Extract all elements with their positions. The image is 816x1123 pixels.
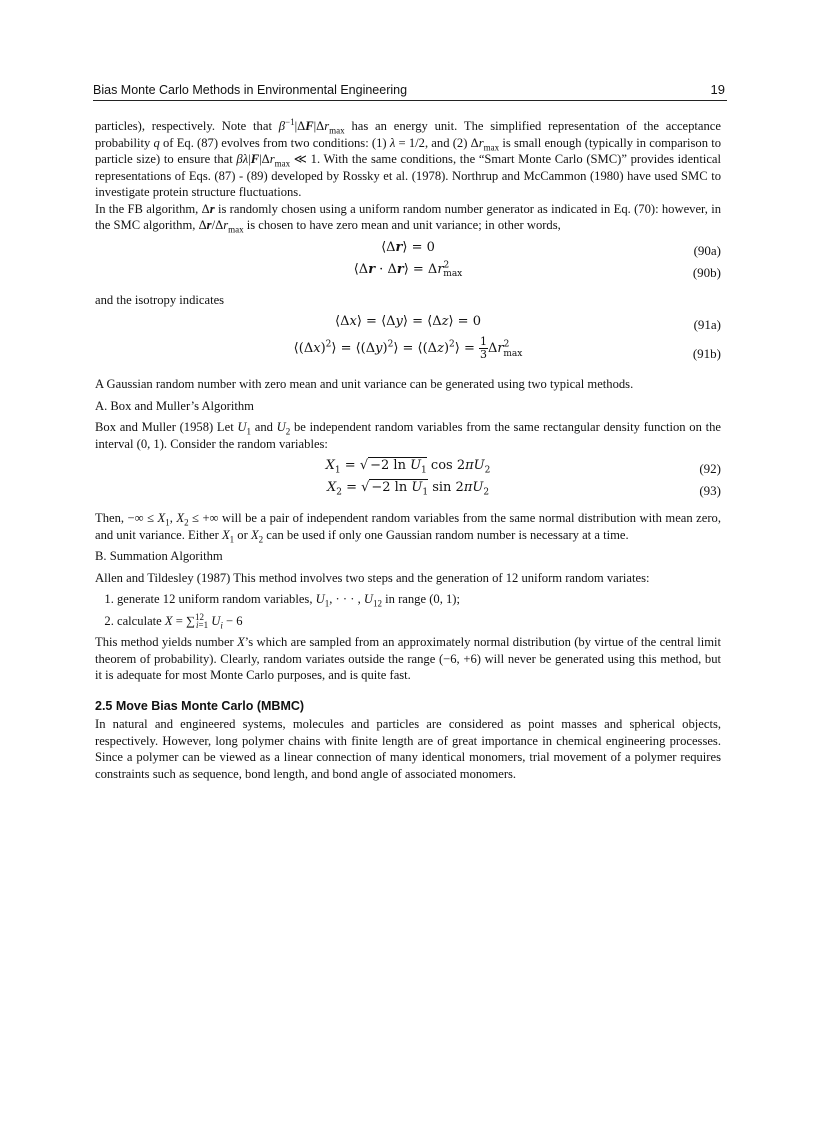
- page-number: 19: [710, 82, 725, 97]
- equation-93: $X_2$ = √ −2 $\ln U_1$ $\sin 2\pi U_2$ (93): [326, 480, 721, 498]
- equation-92: $X_1$ = √ −2 $\ln U_1$ $\cos 2\pi U_2$ (92): [325, 458, 721, 476]
- running-title: Bias Monte Carlo Methods in Environmental Engineering: [93, 83, 408, 97]
- paragraph-smc: particles), respectively. Note that $\beta^{-1}|\Delta F|\Delta r_{max}$ has an energy unit. The simplified representation of the acceptance probability q of Eq. (87) evolves from two conditions: (1) λ = 1/2, and (2) $\Delta r_{max}$ is small enough (typically in comparison to particle size) to ensure that $\beta\lambda|F|\Delta r_{max}$ ≪ 1. With the same conditions, the “Smart Monte Carlo (SMC)” provides identical representations of Eqs. (87) - (89) developed by Rossky et al. (1978). Northrup and McCammon (1980) have used SMC to investigate protein structure fluctuations. In the FB algorithm, Δr is randomly chosen using a uniform random number generator as indicated in Eq. (70): however, in the SMC algorithm, $\Delta r/\Delta r_{max}$ is chosen to have zero mean and unit variance; in other words,: [95, 116, 722, 235]
- running-header: [93, 80, 727, 101]
- list-item: 2. calculate X = ∑$^{12}_{i=1}$ $U_i - 6$: [117, 613, 721, 630]
- box-muller-paragraph: Box and Muller (1958) Let $U_1$ and $U_2$ be independent random variables from the same rectangular density function on the interval (0, 1). Consider the random variables:: [95, 420, 721, 451]
- summation-heading: B. Summation Algorithm: [95, 549, 223, 563]
- isotropy-text: and the isotropy indicates: [95, 292, 225, 307]
- gaussian-paragraph: A Gaussian random number with zero mean and unit variance can be generated using two typical methods.: [95, 377, 634, 391]
- then-paragraph: Then, −∞ ≤ $X_1$, $X_2$ ≤ +∞ will be a pair of independent random variables from the same normal distribution with mean zero, and unit variance. Either $X_1$ or $X_2$ can be used if only one Gaussian random number is necessary at a time.: [95, 511, 721, 545]
- mbmc-paragraph: In natural and engineered systems, molecules and particles are considered as point masses and spherical objects, respectively. However, long polymer chains with finite length are of great importance in chemical engineering processes. Since a polymer can be viewed as a linear connection of many identical monomers, trial movement of a polymer requires constraints such as sequence, bond length, and bond angle of associated monomers.: [95, 717, 721, 781]
- equation-90a: ⟨Δr⟩ = 0 (90a): [381, 239, 721, 258]
- allen-paragraph: Allen and Tildesley (1987) This method involves two steps and the generation of 12 uniform random variates:: [95, 570, 650, 585]
- list-item: 1. generate 12 uniform random variables, $U_1$, · · · , $U_{12}$ in range (0, 1);: [117, 591, 721, 608]
- equation-91b: $⟨(\Delta x)^2⟩$ = $⟨(\Delta y)^2⟩$ = $⟨(\Delta z)^2⟩$ = $\frac{1}{3}$ $\Delta r^2_{max}$ (91b): [293, 335, 721, 361]
- yields-paragraph: This method yields number X’s which are sampled from an approximately normal distribution (by virtue of the central limit theorem of probability). Clearly, random variates outside the range (−6, +6) will never be generated using this method, but it is adequate for most Monte Carlo purposes, and is quite fast.: [95, 635, 722, 682]
- box-muller-heading: A. Box and Muller’s Algorithm: [95, 398, 254, 413]
- equation-90b: ⟨Δr · Δr⟩ = $\Delta r^2_{max}$ (90b): [353, 260, 721, 280]
- equation-block-92-93: [95, 458, 721, 502]
- body-text: [95, 118, 721, 787]
- summation-steps: [95, 591, 721, 629]
- section-heading-mbmc: 2.5 Move Bias Monte Carlo (MBMC): [95, 698, 305, 713]
- equation-block-90: [95, 240, 721, 284]
- equation-block-91: [95, 314, 721, 368]
- equation-91a: ⟨Δx⟩ = ⟨Δy⟩ = ⟨Δz⟩ = 0 (91a): [335, 314, 721, 332]
